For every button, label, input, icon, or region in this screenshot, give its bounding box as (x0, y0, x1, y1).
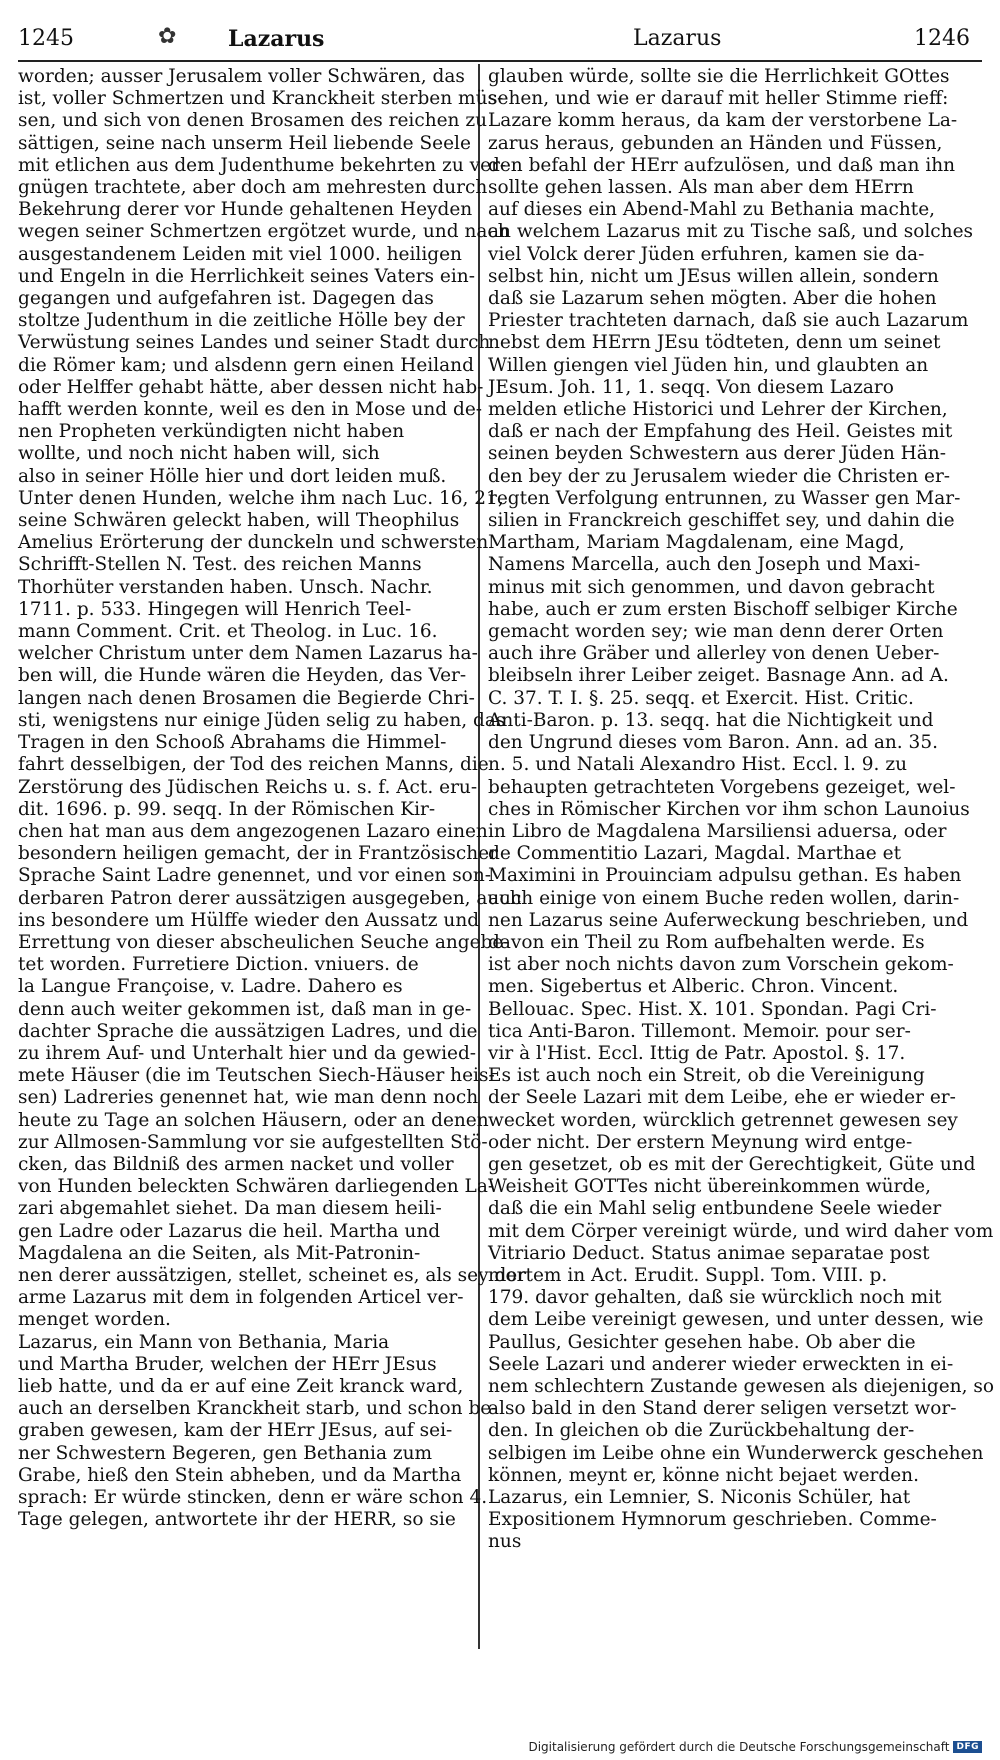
text-line: sättigen, seine nach unserm Heil liebende Seele (18, 132, 471, 154)
text-line: arme Lazarus mit dem in folgenden Articel ver- (18, 1287, 464, 1309)
page-header (18, 22, 970, 64)
text-line: n. 5. und Natali Alexandro Hist. Eccl. l. 9. zu (488, 754, 907, 776)
text-line: Thorhüter verstanden haben. Unsch. Nachr. (18, 576, 433, 598)
text-line: 1711. p. 533. Hingegen will Henrich Teel- (18, 598, 412, 620)
text-line: sti, wenigstens nur einige Jüden selig zu haben, das (18, 709, 506, 731)
text-line: ches in Römischer Kirchen vor ihm schon Launoius (488, 798, 970, 820)
right-text-column (488, 66, 994, 1554)
text-line: bleibseln ihrer Leiber zeiget. Basnage Ann. ad A. (488, 665, 949, 687)
left-text-column (18, 66, 527, 1531)
text-line: also in seiner Hölle hier und dort leiden muß. (18, 465, 447, 487)
text-line: ist, voller Schmertzen und Kranckheit sterben müs- (18, 88, 504, 110)
text-line: Willen giengen viel Jüden hin, und glaubten an (488, 354, 929, 376)
text-line: silien in Franckreich geschiffet sey, und dahin die (488, 510, 955, 532)
text-line: Weisheit GOTTes nicht übereinkommen würde, (488, 1176, 932, 1198)
text-line: Lazarus, ein Lemnier, S. Niconis Schüler, hat (488, 1487, 911, 1508)
text-line: Anti-Baron. p. 13. seqq. hat die Nichtigkeit und (488, 709, 934, 731)
text-line: Namens Marcella, auch den Joseph und Maxi- (488, 554, 921, 576)
text-line: wecket worden, würcklich getrennet gewesen sey (488, 1109, 958, 1131)
text-line: mit dem Cörper vereinigt würde, und wird daher vom (488, 1220, 994, 1242)
text-line: oder Helffer gehabt hätte, aber dessen nicht hab- (18, 376, 484, 398)
text-line: sollte gehen lassen. Als man aber dem HErrn (488, 177, 914, 199)
text-line: oder nicht. Der erstern Meynung wird entge- (488, 1131, 913, 1153)
text-line: gen gesetzet, ob es mit der Gerechtigkeit, Güte und (488, 1153, 976, 1175)
text-line: den bey der zu Jerusalem wieder die Christen er- (488, 465, 951, 487)
text-line: worden; ausser Jerusalem voller Schwären, das (18, 66, 465, 87)
text-line: Unter denen Hunden, welche ihm nach Luc. 16, 21, (18, 487, 504, 509)
text-line: Zerstörung des Jüdischen Reichs u. s. f. Act. eru- (18, 776, 478, 798)
text-line: und Engeln in die Herrlichkeit seines Vaters ein- (18, 265, 475, 287)
text-line: davon ein Theil zu Rom aufbehalten werde. Es (488, 931, 925, 953)
text-line: cken, das Bildniß des armen nacket und voller (18, 1153, 454, 1175)
text-line: nen Propheten verkündigten nicht haben (18, 421, 405, 443)
text-line: mete Häuser (die im Teutschen Siech-Häuser heis- (18, 1065, 495, 1087)
text-line: die Römer kam; und alsdenn gern einen Heiland (18, 354, 474, 376)
text-line: den Ungrund dieses vom Baron. Ann. ad an. 35. (488, 732, 938, 754)
text-line: von Hunden beleckten Schwären darliegenden La- (18, 1176, 495, 1198)
page-footer (528, 1740, 982, 1754)
text-line: melden etliche Historici und Lehrer der Kirchen, (488, 399, 948, 421)
text-line: Lazarus, ein Mann von Bethania, Maria (18, 1331, 390, 1353)
text-line: nebst dem HErrn JEsu tödteten, denn um seinet (488, 332, 941, 354)
text-line: auch ihre Gräber und allerley von denen Ueber- (488, 643, 940, 665)
text-line: Tage gelegen, antwortete ihr der HERR, so sie (18, 1509, 456, 1531)
text-line: wollte, und noch nicht haben will, sich (18, 443, 380, 465)
dfg-logo-icon: DFG (953, 1741, 982, 1753)
text-line: daß er nach der Empfahung des Heil. Geistes mit (488, 421, 953, 443)
text-line: Lazare komm heraus, da kam der verstorbene La- (488, 110, 958, 132)
text-line: hafft werden konnte, weil es den in Mose und de- (18, 399, 483, 421)
text-line: ner Schwestern Begeren, gen Bethania zum (18, 1442, 433, 1464)
text-line: C. 37. T. I. §. 25. seqq. et Exercit. Hist. Critic. (488, 687, 914, 709)
text-line: der Seele Lazari mit dem Leibe, ehe er wieder er- (488, 1087, 956, 1109)
text-line: Bellouac. Spec. Hist. X. 101. Spondan. Pagi Cri- (488, 998, 937, 1020)
text-line: nem schlechtern Zustande gewesen als diejenigen, so (488, 1375, 994, 1397)
right-running-title: Lazarus (633, 26, 722, 51)
text-line: ausgestandenem Leiden mit viel 1000. heiligen (18, 243, 462, 265)
text-line: zu ihrem Auf- und Unterhalt hier und da gewied- (18, 1042, 477, 1064)
text-line: glauben würde, sollte sie die Herrlichkeit GOttes (488, 66, 950, 87)
text-line: sen) Ladreries genennet hat, wie man denn noch (18, 1087, 479, 1109)
text-line: Grabe, hieß den Stein abheben, und da Martha (18, 1464, 462, 1486)
text-line: men. Sigebertus et Alberic. Chron. Vincent. (488, 976, 899, 998)
text-line: Es ist auch noch ein Streit, ob die Vereinigung (488, 1065, 925, 1087)
text-line: mortem in Act. Erudit. Suppl. Tom. VIII. p. (488, 1264, 888, 1286)
text-line: auch an derselben Kranckheit starb, und schon be- (18, 1398, 498, 1420)
text-line: Amelius Erörterung der dunckeln und schwersten (18, 532, 489, 554)
text-line: nen Lazarus seine Auferweckung beschrieben, und (488, 909, 969, 931)
left-running-title: Lazarus (228, 26, 325, 52)
text-line: seine Schwären geleckt haben, will Theophilus (18, 510, 460, 532)
text-line: Seele Lazari und anderer wieder erweckten in ei- (488, 1353, 954, 1375)
text-line: regten Verfolgung entrunnen, zu Wasser gen Mar- (488, 487, 961, 509)
text-line: chen hat man aus dem angezogenen Lazaro einen (18, 820, 488, 842)
text-line: nus (488, 1531, 522, 1553)
text-line: Verwüstung seines Landes und seiner Stadt durch (18, 332, 491, 354)
text-line: welcher Christum unter dem Namen Lazarus ha- (18, 643, 478, 665)
text-line: behaupten getrachteten Vorgebens gezeiget, wel- (488, 776, 956, 798)
text-line: Schrifft-Stellen N. Test. des reichen Manns (18, 554, 422, 576)
footer-credit: Digitalisierung gefördert durch die Deutsche Forschungsgemeinschaft (528, 1740, 950, 1754)
text-line: besondern heiligen gemacht, der in Frantzösischer (18, 843, 498, 865)
text-line: lieb hatte, und da er auf eine Zeit kranck ward, (18, 1375, 464, 1397)
text-line: Maximini in Prouinciam adpulsu gethan. Es haben (488, 865, 962, 887)
text-line: stoltze Judenthum in die zeitliche Hölle bey der (18, 310, 465, 332)
text-line: in Libro de Magdalena Marsiliensi aduersa, oder (488, 820, 947, 842)
text-line: zarus heraus, gebunden an Händen und Füssen, (488, 132, 943, 154)
text-line: Errettung von dieser abscheulichen Seuche angebe- (18, 931, 510, 953)
text-line: selbst hin, nicht um JEsus willen allein, sondern (488, 265, 939, 287)
text-line: an welchem Lazarus mit zu Tische saß, und solches (488, 221, 974, 243)
header-ornament-icon: ✿ (158, 24, 177, 49)
text-line: daß die ein Mahl selig entbundene Seele wieder (488, 1198, 942, 1220)
text-line: habe, auch er zum ersten Bischoff selbiger Kirche (488, 598, 958, 620)
text-line: sen, und sich von denen Brosamen des reichen zu (18, 110, 488, 132)
text-line: selbigen im Leibe ohne ein Wunderwerck geschehen (488, 1442, 984, 1464)
text-line: auch einige von einem Buche reden wollen, darin- (488, 887, 960, 909)
text-line: Tragen in den Schooß Abrahams die Himmel- (18, 732, 447, 754)
text-line: denn auch weiter gekommen ist, daß man in ge- (18, 998, 472, 1020)
text-line: dit. 1696. p. 99. seqq. In der Römischen Kir- (18, 798, 436, 820)
text-line: Paullus, Gesichter gesehen habe. Ob aber die (488, 1331, 916, 1353)
text-line: tica Anti-Baron. Tillemont. Memoir. pour ser- (488, 1020, 911, 1042)
text-line: ist aber noch nichts davon zum Vorschein gekom- (488, 954, 954, 976)
text-line: zari abgemahlet siehet. Da man diesem heili- (18, 1198, 442, 1220)
text-line: auf dieses ein Abend-Mahl zu Bethania machte, (488, 199, 936, 221)
text-line: sehen, und wie er darauf mit heller Stimme rieff: (488, 88, 949, 110)
text-line: den befahl der HErr aufzulösen, und daß man ihn (488, 154, 956, 176)
text-line: JEsum. Joh. 11, 1. seqq. Von diesem Lazaro (488, 376, 894, 398)
text-line: daß sie Lazarum sehen mögten. Aber die hohen (488, 288, 937, 310)
text-line: mann Comment. Crit. et Theolog. in Luc. 16. (18, 621, 438, 643)
text-line: wegen seiner Schmertzen ergötzet wurde, und nach (18, 221, 510, 243)
text-line: vir à l'Hist. Eccl. Ittig de Patr. Apostol. §. 17. (488, 1042, 906, 1064)
text-line: dachter Sprache die aussätzigen Ladres, und die (18, 1020, 478, 1042)
text-line: gen Ladre oder Lazarus die heil. Martha und (18, 1220, 441, 1242)
header-rule (18, 60, 982, 62)
text-line: dem Leibe vereinigt gewesen, und unter dessen, wie (488, 1309, 984, 1331)
text-line: 179. davor gehalten, daß sie würcklich noch mit (488, 1287, 942, 1309)
text-line: den. In gleichen ob die Zurückbehaltung der- (488, 1420, 915, 1442)
text-line: also bald in den Stand derer seligen versetzt wor- (488, 1398, 957, 1420)
text-line: tet worden. Furretiere Diction. vniuers. de (18, 954, 419, 976)
text-line: menget worden. (18, 1309, 171, 1331)
text-line: Magdalena an die Seiten, als Mit-Patronin- (18, 1242, 421, 1264)
text-line: fahrt desselbigen, der Tod des reichen Manns, die (18, 754, 489, 776)
text-line: Expositionem Hymnorum geschrieben. Comme- (488, 1509, 937, 1531)
text-line: derbaren Patron derer aussätzigen ausgegeben, auch (18, 887, 522, 909)
text-line: gemacht worden sey; wie man denn derer Orten (488, 621, 944, 643)
text-line: zur Allmosen-Sammlung vor sie aufgestellten Stö- (18, 1131, 488, 1153)
text-line: langen nach denen Brosamen die Begierde Chri- (18, 687, 475, 709)
text-line: Sprache Saint Ladre genennet, und vor einen son- (18, 865, 491, 887)
right-page-number: 1246 (914, 26, 970, 51)
text-line: graben gewesen, kam der HErr JEsus, auf sei- (18, 1420, 453, 1442)
text-line: minus mit sich genommen, und davon gebracht (488, 576, 935, 598)
text-line: ben will, die Hunde wären die Heyden, das Ver- (18, 665, 467, 687)
text-line: Vitriario Deduct. Status animae separatae post (488, 1242, 930, 1264)
text-line: Priester trachteten darnach, daß sie auch Lazarum (488, 310, 969, 332)
text-line: gegangen und aufgefahren ist. Dagegen das (18, 288, 434, 310)
text-line: heute zu Tage an solchen Häusern, oder an denen (18, 1109, 489, 1131)
text-line: und Martha Bruder, welchen der HErr JEsus (18, 1353, 437, 1375)
text-line: seinen beyden Schwestern aus derer Jüden Hän- (488, 443, 946, 465)
text-line: ins besondere um Hülffe wieder den Aussatz und (18, 909, 480, 931)
text-line: de Commentitio Lazari, Magdal. Marthae et (488, 843, 902, 865)
text-line: Bekehrung derer vor Hunde gehaltenen Heyden (18, 199, 473, 221)
text-line: nen derer aussätzigen, stellet, scheinet es, als sey der (18, 1264, 527, 1286)
text-line: gnügen trachtete, aber doch am mehresten durch (18, 177, 488, 199)
text-line: Martham, Mariam Magdalenam, eine Magd, (488, 532, 905, 554)
text-line: sprach: Er würde stincken, denn er wäre schon 4. (18, 1487, 488, 1508)
text-line: können, meynt er, könne nicht bejaet werden. (488, 1464, 919, 1486)
text-line: mit etlichen aus dem Judenthume bekehrten zu ver- (18, 154, 507, 176)
text-line: la Langue Françoise, v. Ladre. Dahero es (18, 976, 403, 998)
left-page-number: 1245 (18, 26, 74, 51)
text-line: viel Volck derer Jüden erfuhren, kamen sie da- (488, 243, 925, 265)
